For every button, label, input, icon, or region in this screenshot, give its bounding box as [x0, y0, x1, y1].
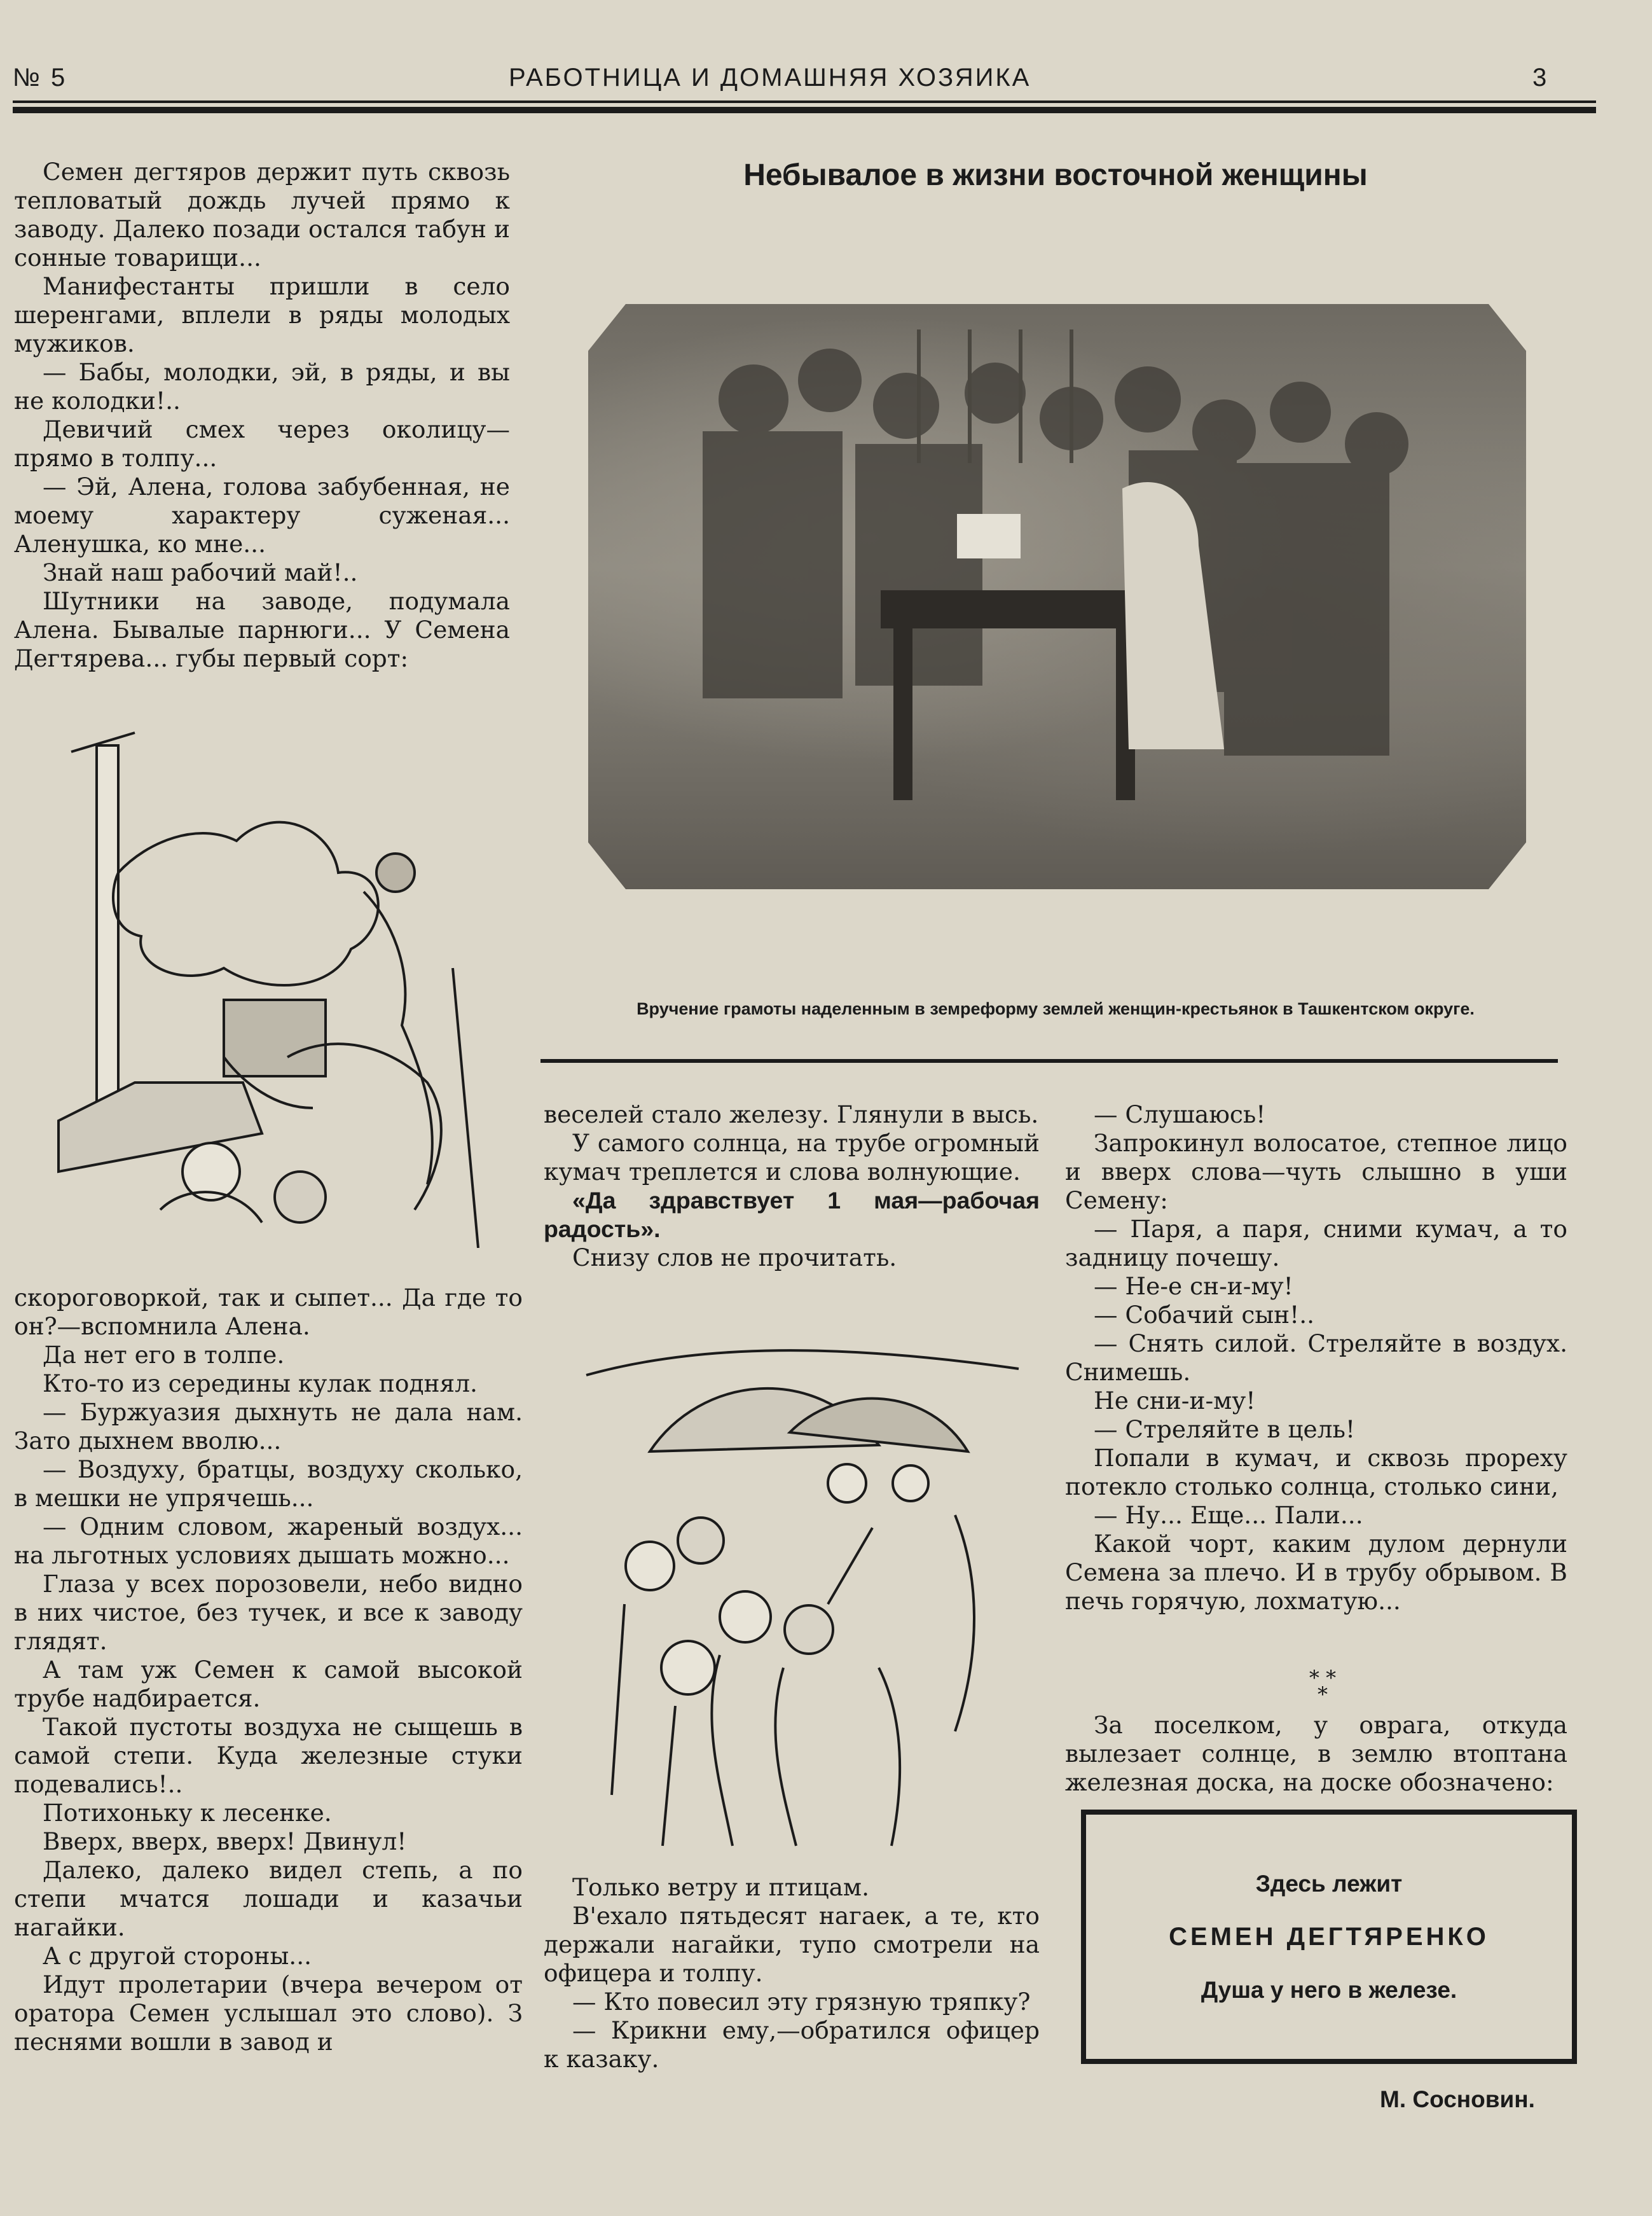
- paragraph: — Паря, а паря, сними кумач, а то задницу почешу.: [1065, 1215, 1567, 1271]
- paragraph: Да нет его в толпе.: [43, 1341, 285, 1369]
- paragraph: — Крикни ему,—обратился офицер к казаку.: [544, 2016, 1040, 2073]
- paragraph: Такой пустоты воздуха не сыщешь в самой степи. Куда железные стуки подевались!..: [14, 1713, 523, 1798]
- column-2-top-text: [544, 1100, 1040, 1272]
- paragraph: Девичий смех через околицу— прямо в толпу...: [14, 415, 510, 472]
- header-rule-thin: [13, 100, 1596, 103]
- paragraph: Снизу слов не прочитать.: [572, 1243, 897, 1271]
- paragraph: Знай наш рабочий май!..: [43, 558, 358, 586]
- paragraph: — Снять силой. Стреляйте в воздух. Снимешь.: [1065, 1329, 1567, 1386]
- paragraph: — Слушаюсь!: [1094, 1100, 1266, 1128]
- photo-headline: Небывалое в жизни восточной женщины: [743, 158, 1368, 192]
- epilogue-text: [1065, 1711, 1567, 1797]
- plaque-line-2: СЕМЕН ДЕГТЯРЕНКО: [1169, 1923, 1489, 1951]
- paragraph: Шутники на заводе, подумала Алена. Бывалые парнюги... У Семена Дегтярева... губы первый сорт:: [14, 587, 510, 672]
- photo-caption: Вручение грамоты наделенным в земреформу землей женщин-крестьянок в Ташкентском округе.: [637, 999, 1475, 1018]
- paragraph: Манифестанты пришли в село шеренгами, вплели в ряды молодых мужиков.: [14, 272, 510, 357]
- paragraph: Попали в кумач, и сквозь прореху потекло столько солнца, столько сини,: [1065, 1444, 1567, 1500]
- paragraph: В'ехало пятьдесят нагаек, а те, кто держали нагайки, тупо смотрели на офицера и толпу.: [544, 1902, 1040, 1987]
- column-2-bottom-text: [544, 1873, 1040, 2074]
- photo-land-certificate-ceremony: [588, 304, 1526, 889]
- paragraph: — Не-е сн-и-му!: [1094, 1272, 1293, 1300]
- plaque-line-1: Здесь лежит: [1255, 1871, 1403, 1897]
- grave-plaque: [1081, 1810, 1577, 2064]
- paragraph: — Стреляйте в цель!: [1094, 1415, 1356, 1443]
- paragraph: — Собачий сын!..: [1094, 1301, 1315, 1329]
- paragraph: — Бабы, молодки, эй, в ряды, и вы не колодки!..: [14, 358, 510, 415]
- illustration-factory-rider: [32, 725, 499, 1249]
- paragraph: — Кто повесил эту грязную тряпку?: [572, 1988, 1031, 2016]
- paragraph: — Воздуху, братцы, воздуху сколько, в мешки не упрячешь...: [14, 1455, 523, 1512]
- column-1-top-text: [14, 158, 510, 673]
- paragraph: Запрокинул волосатое, степное лицо и вверх слова—чуть слышно в уши Семену:: [1065, 1129, 1567, 1214]
- paragraph: — Ну... Еще... Пали...: [1094, 1501, 1363, 1529]
- paragraph: Идут пролетарии (вчера вечером от оратора Семен услышал это слово). З песнями вошли в завод и: [14, 1970, 523, 2056]
- paragraph: Какой чорт, каким дулом дернули Семена за плечо. И в трубу обрывом. В печь горячую, лохматую...: [1065, 1530, 1567, 1615]
- paragraph: веселей стало железу. Глянули в высь.: [544, 1100, 1039, 1128]
- paragraph: — Одним словом, жареный воздух... на льготных условиях дышать можно...: [14, 1513, 523, 1569]
- slogan-paragraph: «Да здравствует 1 мая—рабочая радость».: [544, 1187, 1040, 1242]
- section-separator: * * *: [1309, 1666, 1337, 1707]
- paragraph: Семен дегтяров держит путь сквозь тепловатый дождь лучей прямо к заводу. Далеко позади остался табун и сонные товарищи...: [14, 158, 510, 272]
- paragraph: У самого солнца, на трубе огромный кумач треплется и слова волнующие.: [544, 1129, 1040, 1186]
- paragraph: Далеко, далеко видел степь, а по степи мчатся лошади и казачьи нагайки.: [14, 1856, 523, 1941]
- plaque-line-3: Душа у него в железе.: [1201, 1977, 1457, 2003]
- column-3-text: [1065, 1100, 1567, 1616]
- paragraph: За поселком, у оврага, откуда вылезает солнце, в землю втоптана железная доска, на доске обозначено:: [1065, 1711, 1567, 1796]
- paragraph: А там уж Семен к самой высокой трубе надбирается.: [14, 1656, 523, 1712]
- paragraph: Глаза у всех порозовели, небо видно в них чистое, без тучек, и все к заводу глядят.: [14, 1570, 523, 1655]
- paragraph: Вверх, вверх, вверх! Двинул!: [43, 1827, 407, 1855]
- illustration-crowd-march: [572, 1336, 1039, 1860]
- paragraph: А с другой стороны...: [43, 1942, 312, 1970]
- magazine-title: РАБОТНИЦА И ДОМАШНЯЯ ХОЗЯИКА: [509, 64, 1031, 92]
- paragraph: Не сни-и-му!: [1094, 1387, 1256, 1415]
- issue-number: № 5: [13, 64, 67, 92]
- paragraph: скороговоркой, так и сыпет... Да где то он?—вспомнила Алена.: [14, 1284, 523, 1340]
- paragraph: Только ветру и птицам.: [572, 1873, 870, 1901]
- paragraph: Кто-то из середины кулак поднял.: [43, 1369, 478, 1397]
- page-number: 3: [1532, 64, 1549, 92]
- paragraph: Потихоньку к лесенке.: [43, 1799, 332, 1827]
- author-signature: М. Сосновин.: [1380, 2086, 1535, 2112]
- column-1-bottom-text: [14, 1284, 523, 2056]
- header-rule-thick: [13, 107, 1596, 113]
- paragraph: — Буржуазия дыхнуть не дала нам. Зато дыхнем вволю...: [14, 1398, 523, 1455]
- section-divider-rule: [540, 1059, 1558, 1063]
- paragraph: — Эй, Алена, голова забубенная, не моему характеру суженая... Аленушка, ко мне...: [14, 473, 510, 558]
